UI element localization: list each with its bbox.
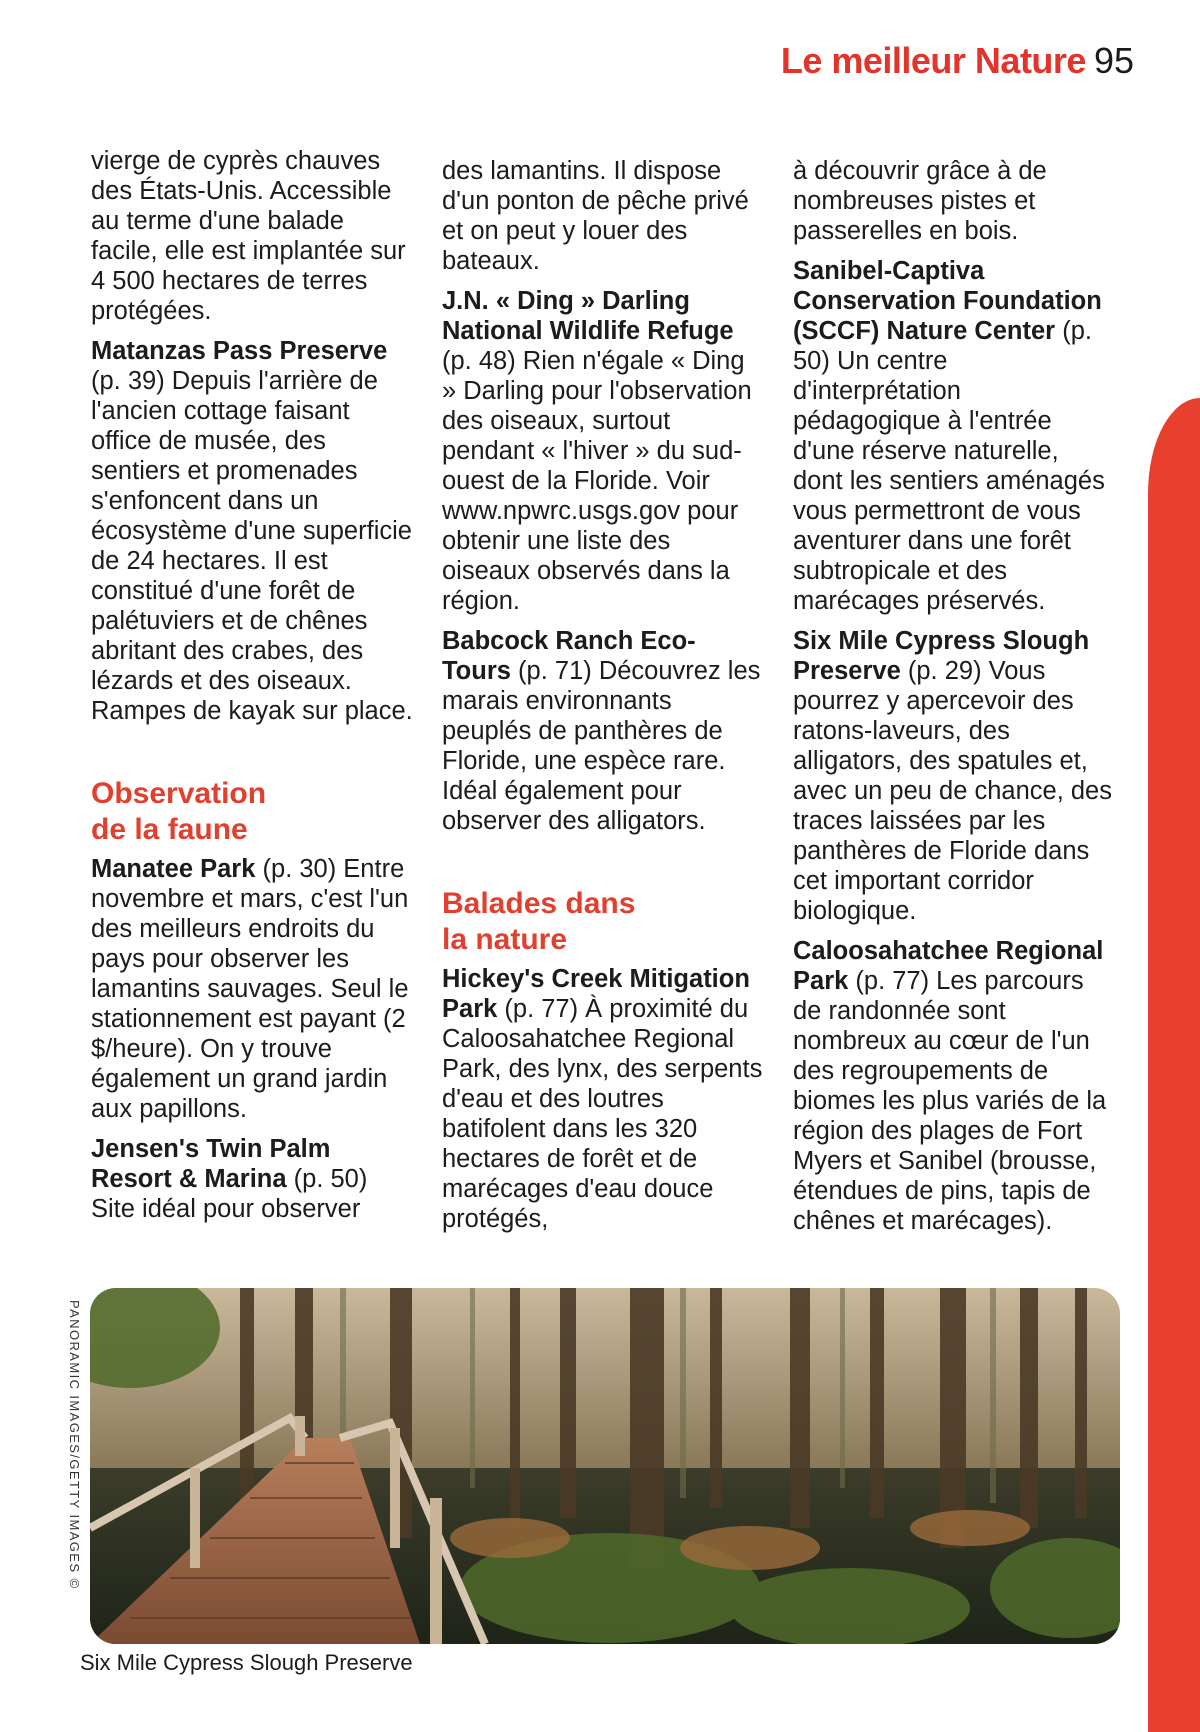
column-1: [91, 146, 413, 1234]
entry-manatee: [91, 854, 413, 1124]
swamp-boardwalk-photo: [90, 1288, 1120, 1644]
section-title: Le meilleur Nature: [780, 40, 1086, 81]
entry-sccf: [793, 256, 1115, 616]
heading-line: de la faune: [91, 813, 248, 846]
entry-text: (p. 77) À proximité du Caloosahatchee Regional Park, des lynx, des serpents d'eau et des loutres batifolent dans les 320 hectares de forêt et de marécages d'eau douce protégés,: [442, 995, 763, 1233]
entry-title: Matanzas Pass Preserve: [91, 337, 388, 365]
section-heading-balades: [442, 886, 764, 958]
entry-text: (p. 50) Site idéal pour observer: [91, 1165, 368, 1223]
heading-line: Balades dans: [442, 887, 636, 920]
entry-text: (p. 77) Les parcours de randonnée sont nombreux au cœur de l'un des regroupements de biomes les plus variés de la région des plages de Fort Myers et Sanibel (brousse, étendues de pins, tapis de chênes et marécages).: [793, 967, 1107, 1235]
entry-title: Manatee Park: [91, 855, 256, 883]
entry-text: (p. 50) Un centre d'interprétation pédagogique à l'entrée d'une réserve naturelle, dont les sentiers aménagés vous permettront de vous aventurer dans une forêt subtropicale et des marécages préservés.: [793, 317, 1105, 615]
side-tab: [1148, 398, 1200, 1732]
entry-title: J.N. « Ding » Darling National Wildlife Refuge: [442, 287, 734, 345]
entry-ding: [442, 286, 764, 616]
entry-text: (p. 71) Découvrez les marais environnants peuplés de panthères de Floride, une espèce rare. Idéal également pour observer des alligators.: [442, 657, 761, 835]
page-header: [781, 40, 1134, 82]
entry-sixmile: [793, 626, 1115, 926]
entry-title: Jensen's Twin Palm Resort & Marina: [91, 1135, 331, 1193]
paragraph: des lamantins. Il dispose d'un ponton de pêche privé et on peut y louer des bateaux.: [442, 157, 749, 275]
photo-illustration: [90, 1288, 1120, 1644]
heading-line: Observation: [91, 777, 267, 810]
column-2: [442, 156, 764, 1244]
entry-text: (p. 48) Rien n'égale « Ding » Darling pour l'observation des oiseaux, surtout pendant « l'hiver » du sud-ouest de la Floride. Voir www.npwrc.usgs.gov pour obtenir une liste des oiseaux observés dans la région.: [442, 347, 752, 615]
entry-title: Six Mile Cypress Slough Preserve: [793, 627, 1090, 685]
entry-hickey: [442, 964, 764, 1234]
paragraph: à découvrir grâce à de nombreuses pistes et passerelles en bois.: [793, 157, 1047, 245]
entry-text: (p. 30) Entre novembre et mars, c'est l'un des meilleurs endroits du pays pour observer les lamantins sauvages. Seul le stationnement est payant (2 $/heure). On y trouve également un grand jardin aux papillons.: [91, 855, 409, 1123]
entry-title: Babcock Ranch Eco-Tours: [442, 627, 696, 685]
entry-jensen: [91, 1134, 413, 1224]
entry-title: Hickey's Creek Mitigation Park: [442, 965, 750, 1023]
entry-babcock: [442, 626, 764, 836]
photo-credit: PANORAMIC IMAGES/GETTY IMAGES ©: [67, 1300, 82, 1590]
entry-text: (p. 39) Depuis l'arrière de l'ancien cottage faisant office de musée, des sentiers et promenades s'enfoncent dans un écosystème d'une superficie de 24 hectares. Il est constitué d'une forêt de palétuviers et de chênes abritant des crabes, des lézards et des oiseaux. Rampes de kayak sur place.: [91, 367, 413, 725]
page-number: 95: [1093, 40, 1134, 81]
paragraph: vierge de cyprès chauves des États-Unis. Accessible au terme d'une balade facile, elle est implantée sur 4 500 hectares de terres protégées.: [91, 147, 406, 325]
heading-line: la nature: [442, 923, 568, 956]
entry-title: Sanibel-Captiva Conservation Foundation (SCCF) Nature Center: [793, 257, 1102, 345]
entry-matanzas: [91, 336, 413, 726]
entry-caloosa: [793, 936, 1115, 1236]
entry-text: (p. 29) Vous pourrez y apercevoir des ratons-laveurs, des alligators, des spatules et, avec un peu de chance, des traces laissées par les panthères de Floride dans cet important corridor biologique.: [793, 657, 1112, 925]
entry-title: Caloosahatchee Regional Park: [793, 937, 1104, 995]
section-heading-observation: [91, 776, 413, 848]
column-3: [793, 156, 1115, 1246]
photo-caption: Six Mile Cypress Slough Preserve: [80, 1650, 413, 1675]
